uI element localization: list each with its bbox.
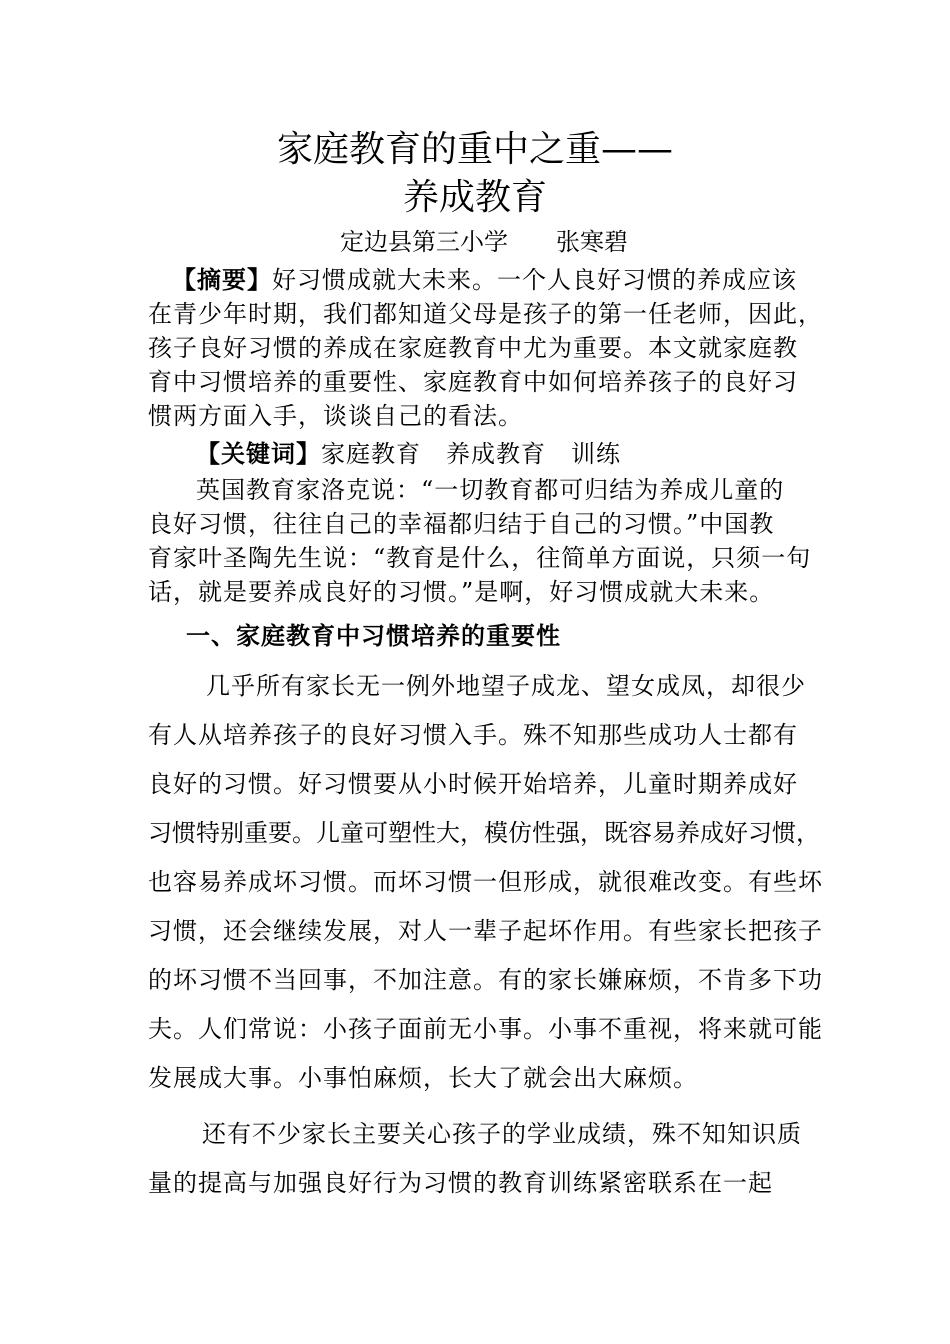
paragraph-line: 习惯特别重要。儿童可塑性大，模仿性强，既容易养成好习惯， xyxy=(148,819,820,847)
paragraph-line: 的坏习惯不当回事，不加注意。有的家长嫌麻烦，不肯多下功 xyxy=(148,966,823,994)
abstract-text: 好习惯成就大未来。一个人良好习惯的养成应该 xyxy=(272,266,797,294)
author-line: 定边县第三小学 张寒碧 xyxy=(340,228,628,256)
paragraph-line: 也容易养成坏习惯。而坏习惯一但形成，就很难改变。有些坏 xyxy=(148,868,823,896)
keywords-line xyxy=(196,438,621,470)
paragraph-line: 有人从培养孩子的良好习惯入手。殊不知那些成功人士都有 xyxy=(148,721,798,749)
paragraph-line: 几乎所有家长无一例外地望子成龙、望女成凤，却很少 xyxy=(206,672,806,700)
paragraph-line: 良好的习惯。好习惯要从小时候开始培养，儿童时期养成好 xyxy=(148,770,798,798)
document-title-line2: 养成教育 xyxy=(402,177,547,218)
intro-line: 英国教育家洛克说：“一切教育都可归结为养成儿童的 xyxy=(196,476,785,504)
paragraph-line: 发展成大事。小事怕麻烦，长大了就会出大麻烦。 xyxy=(148,1064,698,1092)
keywords-text: 家庭教育 养成教育 训练 xyxy=(321,440,621,468)
paragraph-line: 量的提高与加强良好行为习惯的教育训练紧密联系在一起 xyxy=(148,1169,773,1197)
paragraph-line: 夫。人们常说：小孩子面前无小事。小事不重视，将来就可能 xyxy=(148,1015,823,1043)
intro-line: 良好习惯，往往自己的幸福都归结于自己的习惯。”中国教 xyxy=(148,510,775,538)
abstract-line: 孩子良好习惯的养成在家庭教育中尤为重要。本文就家庭教 xyxy=(148,334,798,362)
document-title-line1: 家庭教育的重中之重—— xyxy=(276,129,673,170)
keywords-label: 【关键词】 xyxy=(196,440,321,468)
abstract-line: 惯两方面入手，谈谈自己的看法。 xyxy=(148,402,523,430)
intro-line: 育家叶圣陶先生说：“教育是什么，往简单方面说，只须一句 xyxy=(148,544,812,572)
intro-line: 话，就是要养成良好的习惯。”是啊，好习惯成就大未来。 xyxy=(148,578,775,606)
abstract-line: 在青少年时期，我们都知道父母是孩子的第一任老师，因此， xyxy=(148,300,823,328)
paragraph-line: 还有不少家长主要关心孩子的学业成绩，殊不知知识质 xyxy=(202,1120,802,1148)
abstract-line: 育中习惯培养的重要性、家庭教育中如何培养孩子的良好习 xyxy=(148,368,798,396)
section-heading: 一、家庭教育中习惯培养的重要性 xyxy=(186,622,561,650)
abstract-line xyxy=(172,264,797,296)
abstract-label: 【摘要】 xyxy=(172,266,272,294)
paragraph-line: 习惯，还会继续发展，对人一辈子起坏作用。有些家长把孩子 xyxy=(148,917,823,945)
